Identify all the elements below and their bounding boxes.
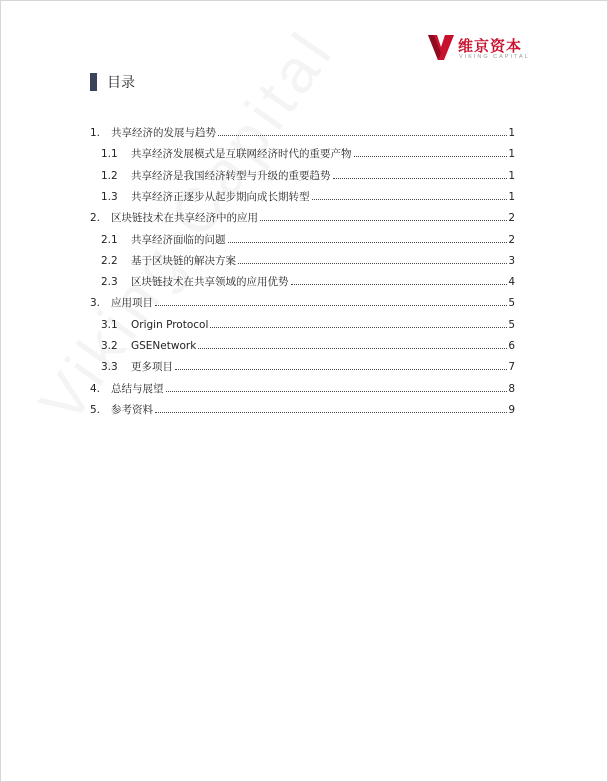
toc-entry-leader <box>291 284 508 285</box>
toc-entry-page: 1 <box>508 191 515 203</box>
toc-entry-leader <box>238 263 507 264</box>
toc-entry-title: 共享经济正逐步从起步期向成长期转型 <box>131 191 310 203</box>
toc-entry-leader <box>260 220 507 221</box>
toc-entry-title: 基于区块链的解决方案 <box>131 255 236 267</box>
viking-logo-icon <box>428 33 454 61</box>
toc-entry[interactable] <box>101 339 515 353</box>
toc-entry-title: 总结与展望 <box>111 383 164 395</box>
toc-entry-page: 8 <box>508 383 515 395</box>
toc-entry[interactable] <box>101 360 515 374</box>
toc-entry[interactable] <box>90 126 515 140</box>
page-title: 目录 <box>107 75 135 91</box>
toc-entry[interactable] <box>90 382 515 396</box>
toc-entry-number: 5. <box>90 404 101 416</box>
toc-entry-page: 5 <box>508 319 515 331</box>
toc-entry[interactable] <box>101 233 515 247</box>
toc-entry[interactable] <box>90 211 515 225</box>
toc-entry-title: 区块链技术在共享领域的应用优势 <box>131 276 289 288</box>
toc-entry[interactable] <box>101 190 515 204</box>
toc-entry[interactable] <box>101 169 515 183</box>
toc-entry[interactable] <box>101 147 515 161</box>
toc-entry-leader <box>312 199 508 200</box>
toc-entry-page: 2 <box>508 234 515 246</box>
toc-entry-leader <box>198 348 507 349</box>
logo-english-text: VIKING CAPITAL <box>459 54 530 60</box>
toc-entry-title: Origin Protocol <box>131 319 209 331</box>
toc-entry-number: 1.2 <box>101 170 118 182</box>
toc-entry-leader <box>333 178 508 179</box>
toc-entry-page: 6 <box>508 340 515 352</box>
toc-entry-number: 2.1 <box>101 234 118 246</box>
toc-entry-number: 1. <box>90 127 101 139</box>
toc-entry-leader <box>155 305 507 306</box>
toc-entry-title: 更多项目 <box>131 361 173 373</box>
toc-entry-page: 1 <box>508 170 515 182</box>
toc-entry-title: 共享经济的发展与趋势 <box>111 127 216 139</box>
toc-entry-leader <box>166 391 508 392</box>
toc-entry-leader <box>210 327 507 328</box>
toc-entry[interactable] <box>90 296 515 310</box>
toc-entry-title: 共享经济面临的问题 <box>131 234 226 246</box>
toc-entry-page: 1 <box>508 148 515 160</box>
toc-entry-page: 3 <box>508 255 515 267</box>
toc-entry-number: 3.2 <box>101 340 118 352</box>
toc-entry-page: 7 <box>508 361 515 373</box>
toc-entry-number: 3.3 <box>101 361 118 373</box>
toc-entry-page: 9 <box>508 404 515 416</box>
toc-entry-number: 2.3 <box>101 276 118 288</box>
toc-entry[interactable] <box>90 403 515 417</box>
toc-entry-page: 5 <box>508 297 515 309</box>
toc-entry-title: 区块链技术在共享经济中的应用 <box>111 212 258 224</box>
toc-entry-title: 共享经济发展模式是互联网经济时代的重要产物 <box>131 148 352 160</box>
toc-entry-number: 2.2 <box>101 255 118 267</box>
toc-entry-number: 3.1 <box>101 319 118 331</box>
toc-entry-title: 应用项目 <box>111 297 153 309</box>
toc-entry-number: 1.1 <box>101 148 118 160</box>
toc-entry-page: 4 <box>508 276 515 288</box>
toc-entry-number: 3. <box>90 297 101 309</box>
toc-entry-number: 1.3 <box>101 191 118 203</box>
toc-entry-leader <box>218 135 507 136</box>
toc-entry[interactable] <box>101 275 515 289</box>
toc-entry[interactable] <box>101 318 515 332</box>
toc-entry[interactable] <box>101 254 515 268</box>
toc-entry-number: 4. <box>90 383 101 395</box>
toc-entry-page: 2 <box>508 212 515 224</box>
toc-entry-title: 参考资料 <box>111 404 153 416</box>
toc-entry-leader <box>175 369 507 370</box>
toc-entry-page: 1 <box>508 127 515 139</box>
toc-entry-leader <box>354 156 508 157</box>
toc-entry-title: GSENetwork <box>131 340 197 352</box>
toc-entry-leader <box>228 242 508 243</box>
toc-entry-number: 2. <box>90 212 101 224</box>
toc-entry-leader <box>155 412 507 413</box>
logo-chinese-text: 维京资本 <box>458 37 523 55</box>
toc-entry-title: 共享经济是我国经济转型与升级的重要趋势 <box>131 170 331 182</box>
heading-bar <box>90 73 97 91</box>
